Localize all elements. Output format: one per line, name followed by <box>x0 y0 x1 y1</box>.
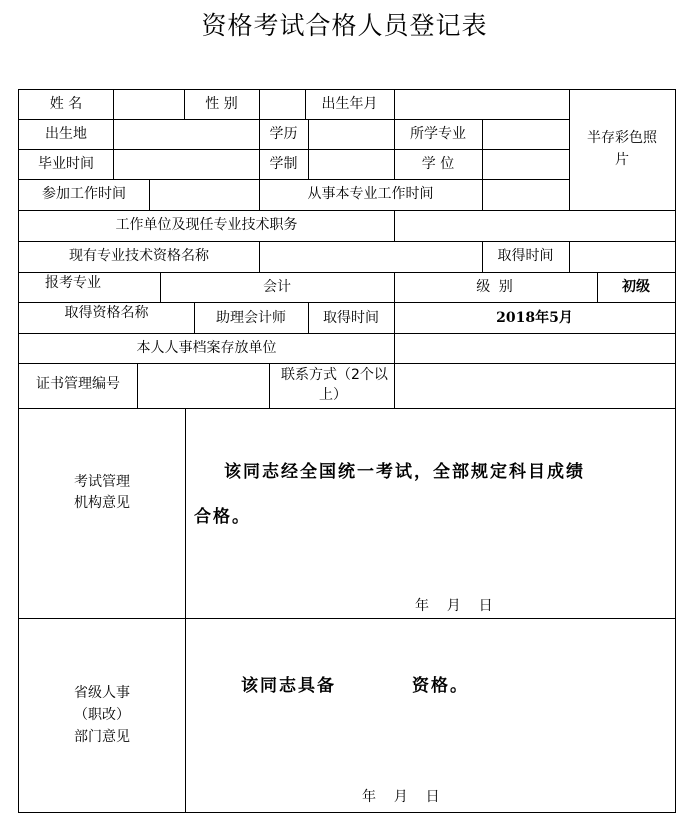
label-obtained-qual: 取得资格名称 <box>64 305 149 321</box>
label-degree: 学 位 <box>421 156 455 172</box>
major-work-time-field[interactable] <box>483 180 568 209</box>
label-education: 学历 <box>269 126 298 142</box>
degree-field[interactable] <box>483 150 568 178</box>
registration-table <box>18 89 676 813</box>
label-prov-line1: 省级人事 <box>74 685 130 701</box>
label-prov-line2: （职改） <box>74 707 130 723</box>
prov-opinion-text-b: 资格。 <box>412 676 469 696</box>
row-divider <box>19 272 675 273</box>
label-archive-unit: 本人人事档案存放单位 <box>136 340 277 356</box>
cert-no-field[interactable] <box>138 364 268 407</box>
label-gender: 性 别 <box>205 96 238 112</box>
value-obtained-qual: 助理会计师 <box>216 310 286 326</box>
major-field[interactable] <box>483 120 568 148</box>
label-employer-title: 工作单位及现任专业技术职务 <box>115 217 298 233</box>
label-exam-org-line1: 考试管理 <box>74 474 130 490</box>
label-birth-year-month: 出生年月 <box>321 96 378 112</box>
label-birthplace: 出生地 <box>45 126 87 142</box>
col-divider <box>569 90 570 210</box>
contact-field[interactable] <box>395 364 674 407</box>
prov-opinion-text-a: 该同志具备 <box>241 676 336 696</box>
label-school-system: 学制 <box>269 156 298 172</box>
exam-org-date: 年 月 日 <box>415 598 493 614</box>
col-divider <box>269 363 270 408</box>
label-work-start: 参加工作时间 <box>42 186 126 202</box>
label-name: 姓 名 <box>49 96 83 112</box>
label-exam-major: 报考专业 <box>45 275 101 291</box>
row-divider <box>19 408 675 409</box>
exam-org-opinion-line1: 该同志经全国统一考试，全部规定科目成绩 <box>224 462 585 482</box>
label-grad-time: 毕业时间 <box>38 156 94 172</box>
value-obtain-time-2: 2018年5月 <box>496 310 573 326</box>
label-contact-line1: 联系方式（2个以 <box>281 367 388 383</box>
prov-date: 年 月 日 <box>362 789 440 805</box>
exam-org-opinion-line2: 合格。 <box>194 507 251 527</box>
label-current-qual: 现有专业技术资格名称 <box>69 248 209 264</box>
label-prov-line3: 部门意见 <box>74 729 130 745</box>
label-obtain-time-2: 取得时间 <box>323 310 379 326</box>
current-qual-field[interactable] <box>260 242 481 271</box>
value-level: 初级 <box>622 279 650 295</box>
col-divider <box>185 408 186 812</box>
education-field[interactable] <box>309 120 393 148</box>
name-field[interactable] <box>114 91 183 118</box>
grad-time-field[interactable] <box>114 150 258 178</box>
form-title: 资格考试合格人员登记表 <box>201 11 488 40</box>
label-major: 所学专业 <box>410 126 466 142</box>
label-cert-no: 证书管理编号 <box>36 376 120 392</box>
gender-field[interactable] <box>260 91 304 118</box>
row-divider <box>19 618 675 619</box>
label-contact-line2: 上） <box>319 387 347 403</box>
archive-unit-field[interactable] <box>395 334 674 362</box>
photo-label-line1: 半存彩色照 <box>587 130 657 146</box>
birthplace-field[interactable] <box>114 120 258 148</box>
label-obtain-time: 取得时间 <box>497 248 554 264</box>
employer-title-field[interactable] <box>395 211 674 240</box>
work-start-field[interactable] <box>150 180 258 209</box>
label-major-work-time: 从事本专业工作时间 <box>307 186 434 202</box>
birth-year-month-field[interactable] <box>395 91 568 118</box>
label-exam-org-line2: 机构意见 <box>74 495 130 511</box>
photo-label-line2: 片 <box>615 152 629 168</box>
value-exam-major: 会计 <box>263 279 291 295</box>
school-system-field[interactable] <box>309 150 393 178</box>
row-divider <box>19 302 675 303</box>
obtain-time-field[interactable] <box>570 242 674 271</box>
label-level: 级 别 <box>476 279 515 295</box>
